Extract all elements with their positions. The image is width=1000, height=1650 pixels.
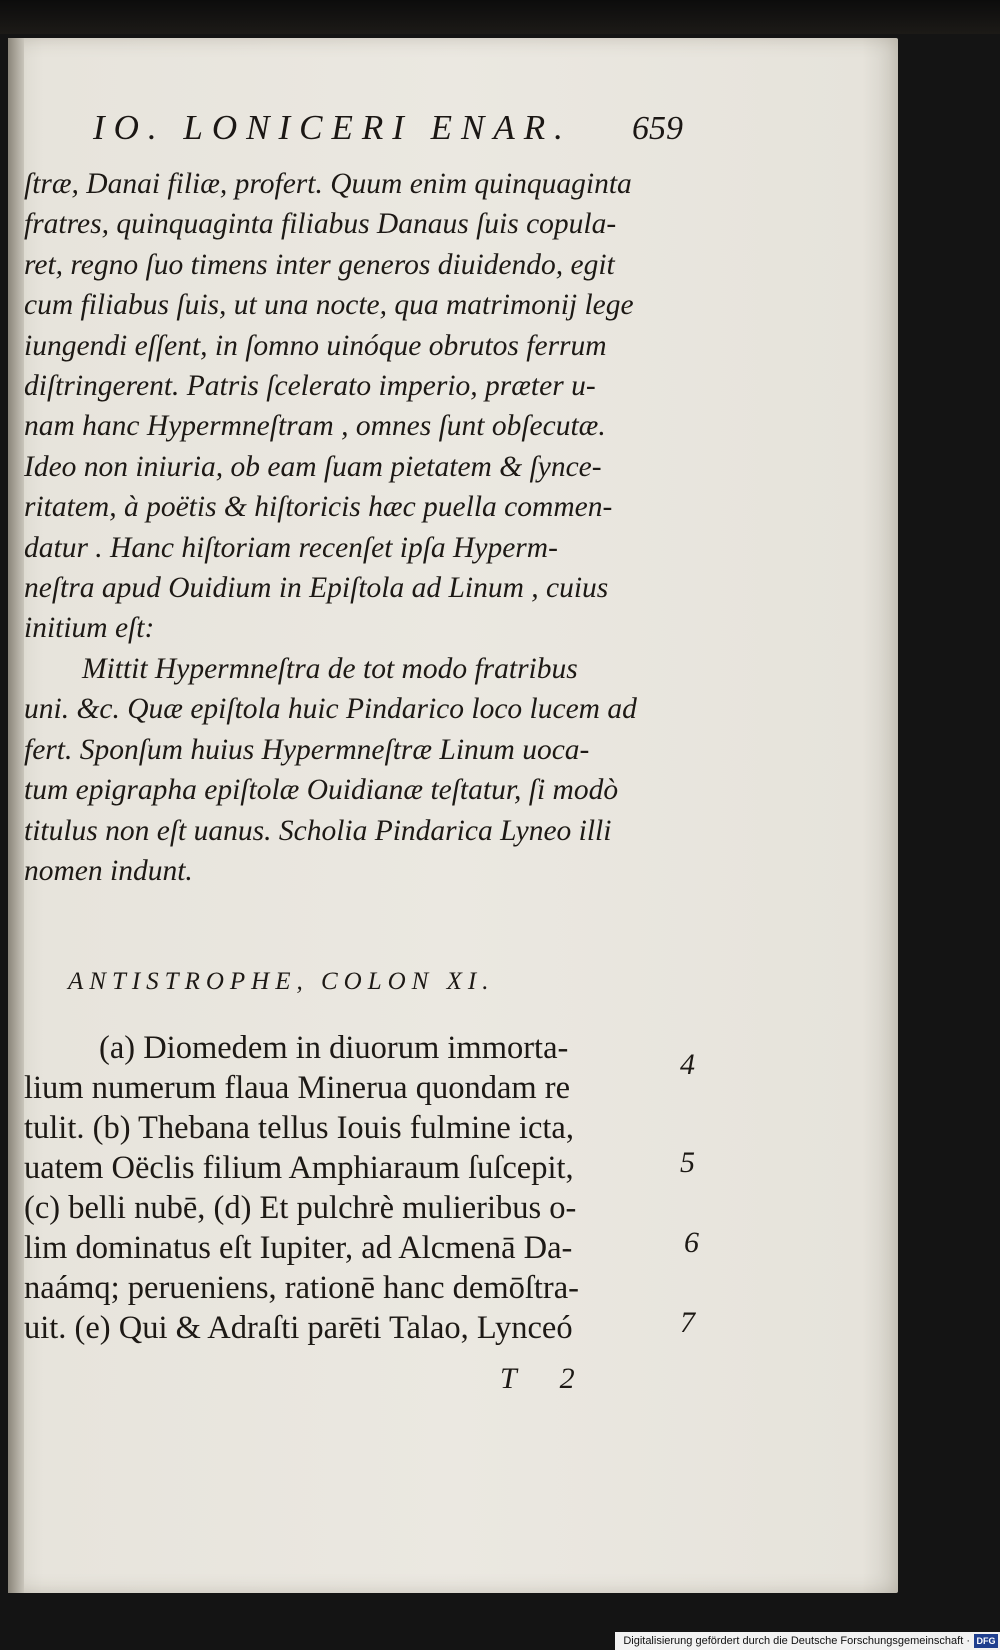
text-line: nam hanc Hypermneſtram , omnes ſunt obſecutæ.	[24, 410, 606, 443]
text-line: tulit. (b) Thebana tellus Iouis fulmine icta,	[24, 1110, 574, 1146]
running-head	[93, 108, 683, 158]
margin-number: 5	[680, 1146, 695, 1179]
margin-number: 6	[684, 1226, 699, 1259]
text-line: iungendi eſſent, in ſomno uinóque obrutos ferrum	[24, 329, 607, 362]
dfg-logo: DFG	[974, 1634, 998, 1648]
text-line: ſtræ, Danai filiæ, profert. Quum enim quinquaginta	[24, 168, 632, 200]
footer-text: Digitalisierung gefördert durch die Deutsche Forschungsgemeinschaft ·	[623, 1635, 970, 1647]
scan-border-top	[0, 0, 1000, 34]
text-line: (a) Diomedem in diuorum immorta-	[99, 1030, 569, 1066]
text-line: (c) belli nubē, (d) Et pulchrè mulieribus o-	[24, 1190, 577, 1226]
signature-mark: T 2	[500, 1362, 593, 1395]
text-line: diſtringerent. Patris ſcelerato imperio, præter u-	[24, 370, 596, 403]
text-line: uni. &c. Quæ epiſtola huic Pindarico loco lucem ad	[24, 693, 637, 726]
text-line: cum filiabus ſuis, ut una nocte, qua matrimonij lege	[24, 289, 634, 322]
page-gutter-shadow	[8, 38, 24, 1593]
text-line: fratres, quinquaginta filiabus Danaus ſuis copula-	[24, 208, 617, 241]
translation-text	[24, 1028, 684, 1348]
margin-number: 4	[680, 1048, 695, 1081]
text-line: initium eſt:	[24, 612, 155, 645]
text-line: neſtra apud Ouidium in Epiſtola ad Linum , cuius	[24, 572, 609, 605]
section-heading: ANTISTROPHE, COLON XI.	[68, 968, 495, 995]
text-line: lim dominatus eſt Iupiter, ad Alcmenā Da-	[24, 1230, 573, 1266]
text-line: fert. Sponſum huius Hypermneſtræ Linum uoca-	[24, 733, 590, 766]
text-line: ret, regno ſuo timens inter generos diuidendo, egit	[24, 248, 615, 281]
text-line: lium numerum flaua Minerua quondam re	[24, 1070, 571, 1106]
text-line: tum epigrapha epiſtolæ Ouidianæ teſtatur, ſi modò	[24, 774, 619, 807]
book-page	[8, 38, 898, 1593]
margin-number: 7	[680, 1306, 695, 1339]
digitization-footer	[615, 1632, 1000, 1650]
text-line: titulus non eſt uanus. Scholia Pindarica Lyneo illi	[24, 814, 612, 847]
text-line: nomen indunt.	[24, 854, 193, 887]
page-number: 659	[632, 110, 683, 147]
commentary-text	[24, 164, 684, 891]
running-title: IO. LONICERI ENAR.	[93, 108, 572, 147]
text-line: uatem Oëclis filium Amphiaraum ſuſcepit,	[24, 1150, 574, 1186]
text-line: uit. (e) Qui & Adraſti parēti Talao, Lynceó	[24, 1310, 573, 1346]
text-line: ritatem, à poëtis & hiſtoricis hæc puella commen-	[24, 491, 613, 524]
text-line: datur . Hanc hiſtoriam recenſet ipſa Hyperm-	[24, 531, 558, 564]
text-line: Ideo non iniuria, ob eam ſuam pietatem & ſynce-	[24, 450, 602, 483]
text-line: naámq; perueniens, rationē hanc demōſtra-	[24, 1270, 579, 1306]
quote-line: Mittit Hypermneſtra de tot modo fratribus	[82, 652, 578, 685]
